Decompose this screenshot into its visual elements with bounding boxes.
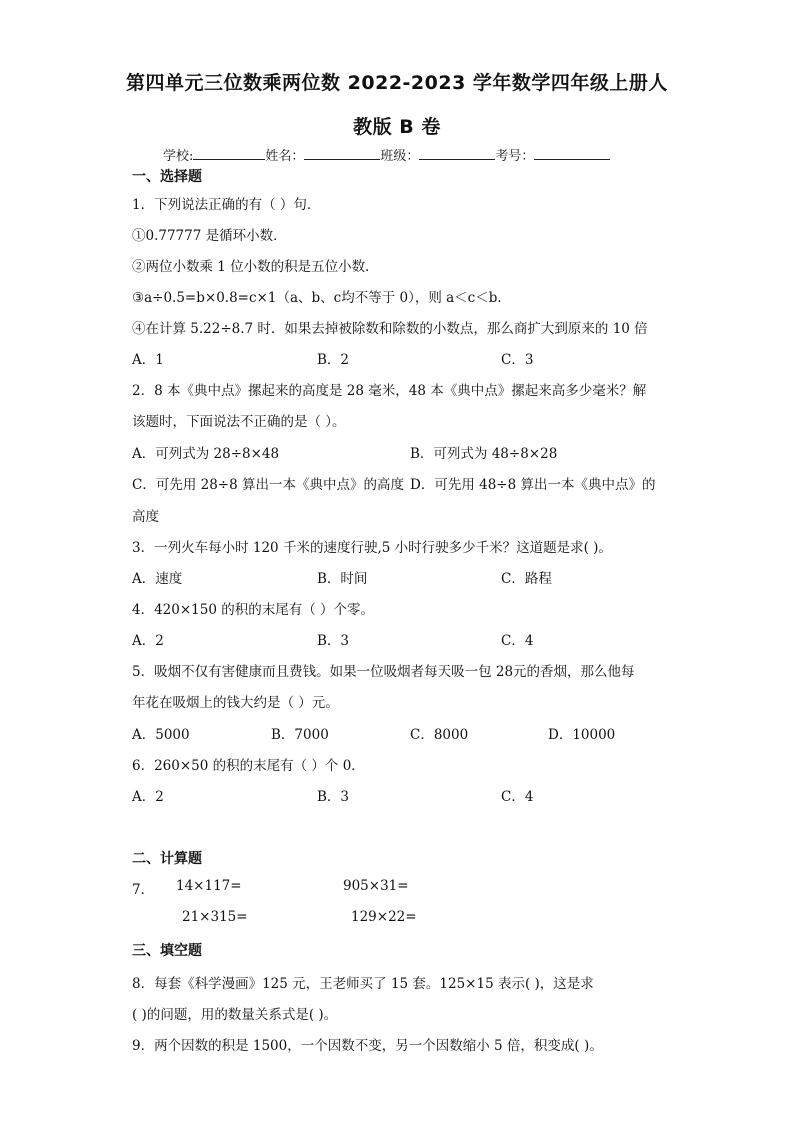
q2-stem-line2: 该题时，下面说法不正确的是（ ）。 (132, 414, 346, 430)
q8-line1: 8．每套《科学漫画》125 元，王老师买了 15 套。125×15 表示( )，这是求 (132, 976, 594, 992)
class-label: 班级： (380, 149, 420, 164)
q9-line1: 9．两个因数的积是 1500，一个因数不变，另一个因数缩小 5 倍，积变成( )。 (132, 1038, 603, 1054)
q5-stem-line2: 年花在吸烟上的钱大约是（ ）元。 (132, 695, 339, 711)
q6-option-c[interactable]: C．4 (501, 789, 534, 805)
q7-number: 7． (132, 882, 155, 898)
page-title-line1: 第四单元三位数乘两位数 2022-2023 学年数学四年级上册人 (126, 72, 668, 94)
q5-option-a[interactable]: A．5000 (132, 727, 190, 743)
student-info-row (163, 145, 610, 164)
school-label: 学校: (163, 149, 194, 164)
q4-stem: 4．420×150 的积的末尾有（ ）个零。 (132, 602, 375, 618)
q5-stem-line1: 5．吸烟不仅有害健康而且费钱。如果一位吸烟者每天吸一包 28元的香烟，那么他每 (132, 664, 635, 680)
q2-option-b[interactable]: B．可列式为 48÷8×28 (410, 446, 558, 462)
q1-option-b[interactable]: B．2 (317, 352, 350, 368)
q1-item-3: ③a÷0.5=b×0.8=c×1（a、b、c均不等于 0），则 a＜c＜b． (132, 290, 511, 306)
name-blank[interactable] (304, 147, 380, 160)
q1-item-4: ④在计算 5.22÷8.7 时．如果去掉被除数和除数的小数点，那么商扩大到原来的 10 倍 (132, 321, 648, 337)
q2-option-d-continued: 高度 (132, 509, 159, 525)
q2-stem-line1: 2．8 本《典中点》摞起来的高度是 28 毫米，48 本《典中点》摞起来高多少毫米？解 (132, 383, 647, 399)
section-heading-fill: 三、填空题 (132, 943, 202, 959)
class-blank[interactable] (419, 147, 495, 160)
number-blank[interactable] (534, 147, 610, 160)
q3-option-b[interactable]: B．时间 (317, 571, 368, 587)
q1-item-2: ②两位小数乘 1 位小数的积是五位小数． (132, 259, 379, 275)
q8-line2: ( )的问题，用的数量关系式是( )。 (132, 1007, 338, 1023)
q6-option-b[interactable]: B．3 (317, 789, 350, 805)
q4-option-a[interactable]: A．2 (132, 633, 164, 649)
q4-option-c[interactable]: C．4 (501, 633, 534, 649)
section-heading-choice: 一、选择题 (132, 169, 202, 185)
q3-option-c[interactable]: C．路程 (501, 571, 552, 587)
q2-option-d[interactable]: D．可先用 48÷8 算出一本《典中点》的 (410, 477, 656, 493)
q1-item-1: ①0.77777 是循环小数． (132, 228, 287, 244)
page-title-line2: 教版 B 卷 (353, 116, 441, 138)
q7-expression-4: 129×22= (351, 909, 417, 925)
number-label: 考号： (495, 149, 535, 164)
q4-option-b[interactable]: B．3 (317, 633, 350, 649)
q2-option-c[interactable]: C．可先用 28÷8 算出一本《典中点》的高度 (132, 477, 404, 493)
name-label: 姓名： (265, 149, 305, 164)
q5-option-c[interactable]: C．8000 (410, 727, 469, 743)
section-heading-calc: 二、计算题 (132, 851, 202, 867)
q1-stem: 1．下列说法正确的有（ ）句． (132, 197, 321, 213)
q6-stem: 6．260×50 的积的末尾有（ ）个 0． (132, 758, 365, 774)
q2-option-a[interactable]: A．可列式为 28÷8×48 (132, 446, 280, 462)
q1-option-a[interactable]: A．1 (132, 352, 164, 368)
q3-stem: 3．一列火车每小时 120 千米的速度行驶,5 小时行驶多少千米？这道题是求( )。 (132, 540, 612, 556)
q5-option-b[interactable]: B．7000 (271, 727, 329, 743)
school-blank[interactable] (193, 147, 265, 160)
q6-option-a[interactable]: A．2 (132, 789, 164, 805)
q7-expression-2: 905×31= (343, 878, 409, 894)
q3-option-a[interactable]: A．速度 (132, 571, 183, 587)
q1-option-c[interactable]: C．3 (501, 352, 534, 368)
q7-expression-1: 14×117= (176, 878, 242, 894)
q7-expression-3: 21×315= (182, 909, 248, 925)
q5-option-d[interactable]: D．10000 (548, 727, 616, 743)
